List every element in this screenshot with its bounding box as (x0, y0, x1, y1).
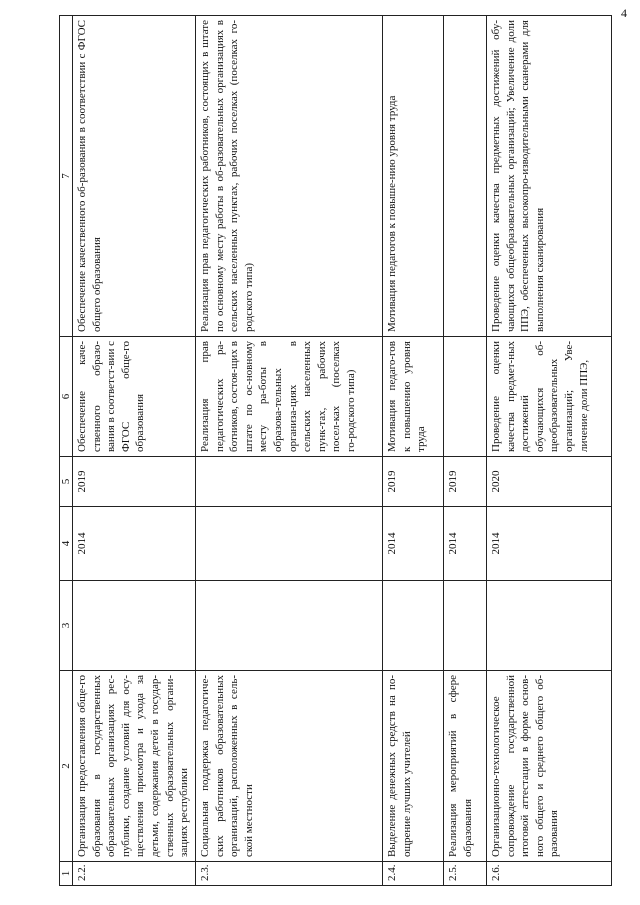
end-year (196, 457, 383, 507)
row-number: 2.3. (196, 862, 383, 886)
expected-result: Реализация прав педагогических ра-ботников, состоя-щих в штате по ос-новному месту ра-боты в образова-тельных организа-циях в сельских населенных пунк-тах, рабочих посел-ках (поселках го-родского типа) (196, 337, 383, 457)
start-year: 2014 (383, 507, 444, 581)
table-row (73, 16, 196, 886)
expected-result: Обеспечение каче-ственного образо-вания в соответст-вии с ФГОС обще-го образования (73, 337, 196, 457)
executor-cell (196, 581, 383, 671)
row-number: 2.2. (73, 862, 196, 886)
start-year: 2014 (444, 507, 487, 581)
expected-result (444, 337, 487, 457)
header-cell: 1 (60, 862, 73, 886)
measure-name: Социальная поддержка педагогиче-ских работников образовательных организаций, расположенных в сель-ской местности (196, 671, 383, 862)
header-row (60, 16, 73, 886)
expected-result: Проведение оценки качества предмет-ных достижений обучающихся об-щеобразовательных организаций; Уве-личение доли ППЭ, (487, 337, 612, 457)
end-year: 2019 (73, 457, 196, 507)
executor-cell (444, 581, 487, 671)
measure-name: Реализация мероприятий в сфере образования (444, 671, 487, 862)
measure-name: Выделение денежных средств на по-ощрение лучших учителей (383, 671, 444, 862)
header-cell: 4 (60, 507, 73, 581)
header-cell: 5 (60, 457, 73, 507)
table-row (487, 16, 612, 886)
executor-cell (73, 581, 196, 671)
start-year (196, 507, 383, 581)
end-year: 2020 (487, 457, 612, 507)
executor-cell (487, 581, 612, 671)
table-row (383, 16, 444, 886)
program-table (59, 15, 612, 886)
page-number: 4 (621, 6, 627, 20)
effect-cell: Реализация прав педагогических работников, состоящих в штате по основному месту работы в об-разовательных организациях в сельских населенных пунктах, рабочих поселках (поселках го-родского типа) (196, 16, 383, 337)
row-number: 2.6. (487, 862, 612, 886)
effect-cell: Мотивация педагогов к повыше-нию уровня труда (383, 16, 444, 337)
header-cell: 2 (60, 671, 73, 862)
header-cell: 6 (60, 337, 73, 457)
effect-cell: Проведение оценки качества предметных достижений обу-чающихся общеобразовательных организаций; Увеличение доли ППЭ, обеспеченных высокопро-изводительными сканерами для выполнения сканирования (487, 16, 612, 337)
table-row (444, 16, 487, 886)
expected-result: Мотивация педаго-гов к повышению уровня труда (383, 337, 444, 457)
header-cell: 7 (60, 16, 73, 337)
table-row (196, 16, 383, 886)
row-number: 2.5. (444, 862, 487, 886)
measure-name: Организационно-технологическое сопровождение государственной итоговой аттестации в форме основ-ного общего и среднего общего об-разования (487, 671, 612, 862)
end-year: 2019 (444, 457, 487, 507)
measure-name: Организация предоставления обще-го образования в государственных образовательных организациях рес-публики, создание условий для осу-ществления присмотра и ухода за детьми, содержания детей в государ-ственных образовательных органи-зациях республики (73, 671, 196, 862)
start-year: 2014 (487, 507, 612, 581)
row-number: 2.4. (383, 862, 444, 886)
effect-cell: Обеспечение качественного об-разования в соответствии с ФГОС общего образования (73, 16, 196, 337)
start-year: 2014 (73, 507, 196, 581)
executor-cell (383, 581, 444, 671)
end-year: 2019 (383, 457, 444, 507)
rotated-table-container (59, 16, 610, 886)
header-cell: 3 (60, 581, 73, 671)
effect-cell (444, 16, 487, 337)
